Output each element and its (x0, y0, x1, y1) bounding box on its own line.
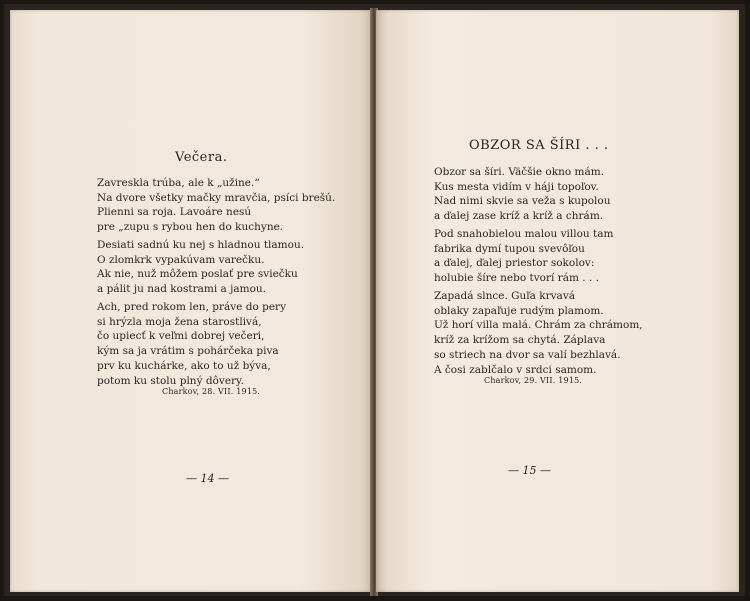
poem-line: A čosi zablčalo v srdci samom. (434, 363, 597, 376)
page-number: — 14 — (186, 472, 229, 485)
poem-line: a pálit ju nad kostrami a jamou. (97, 283, 267, 296)
left-page (10, 10, 372, 592)
stanza (97, 300, 286, 388)
poem-line: Obzor sa šíri. Väčšie okno mám. (434, 166, 604, 178)
poem-line: pre „zupu s rybou hen do kuchyne. (97, 221, 284, 234)
poem-line: holubie šíre nebo tvorí rám . . . (434, 272, 599, 285)
place-date: Charkov, 29. VII. 1915. (484, 376, 583, 385)
poem-line: Už horí villa malá. Chrám za chrámom, (434, 319, 643, 332)
poem-line: a ďalej zase kríž a kríž a chrám. (434, 210, 604, 223)
stanza (434, 165, 610, 224)
poem-line: Ach, pred rokom len, práve do pery (97, 301, 286, 313)
poem-line: fabrika dymí tupou svevôľou (434, 242, 585, 255)
poem-line: so striech na dvor sa valí bezhlavá. (434, 348, 621, 361)
poem-line: Kus mesta vidím v háji topoľov. (434, 180, 599, 193)
stanza (434, 289, 643, 377)
poem-line: si hrýzla moja žena starostlivá, (97, 315, 262, 328)
page-number: — 15 — (508, 464, 551, 477)
stanza (97, 176, 335, 235)
poem-line: potom ku stolu plný dôvery. (97, 374, 244, 387)
poem-title: Večera. (175, 150, 228, 165)
poem-line: Desiati sadnú ku nej s hladnou tlamou. (97, 239, 305, 251)
poem-line: kríž za krížom sa chytá. Záplava (434, 334, 606, 347)
poem-line: Pod snahobielou malou villou tam (434, 228, 614, 240)
right-page (376, 10, 739, 592)
poem-line: Zavreskla trúba, ale k „užine.“ (97, 177, 260, 189)
poem-line: kým sa ja vrátim s pohárčeka piva (97, 345, 279, 358)
book-spread (4, 4, 745, 596)
poem-line: oblaky zapaľuje rudým plamom. (434, 304, 604, 317)
place-date: Charkov, 28. VII. 1915. (162, 387, 261, 396)
stanza (434, 227, 613, 286)
poem-line: prv ku kuchárke, ako to už býva, (97, 359, 271, 372)
poem-line: Zapadá slnce. Guľa krvavá (434, 290, 576, 302)
poem-line: Na dvore všetky mačky mravčia, psíci brešú. (97, 191, 336, 204)
poem-title: OBZOR SA ŠÍRI . . . (469, 138, 609, 153)
poem-line: Ak nie, nuž môžem poslať pre sviečku (97, 268, 298, 281)
poem-line: Nad nimi skvie sa veža s kupolou (434, 195, 611, 208)
poem-line: a ďalej, ďalej priestor sokolov: (434, 257, 595, 270)
stanza (97, 238, 304, 297)
poem-line: O zlomkrk vypakúvam varečku. (97, 253, 265, 266)
poem-line: Plienni sa roja. Lavoáre nesú (97, 206, 252, 219)
poem-line: čo upiecť k veľmi dobrej večeri, (97, 330, 265, 343)
